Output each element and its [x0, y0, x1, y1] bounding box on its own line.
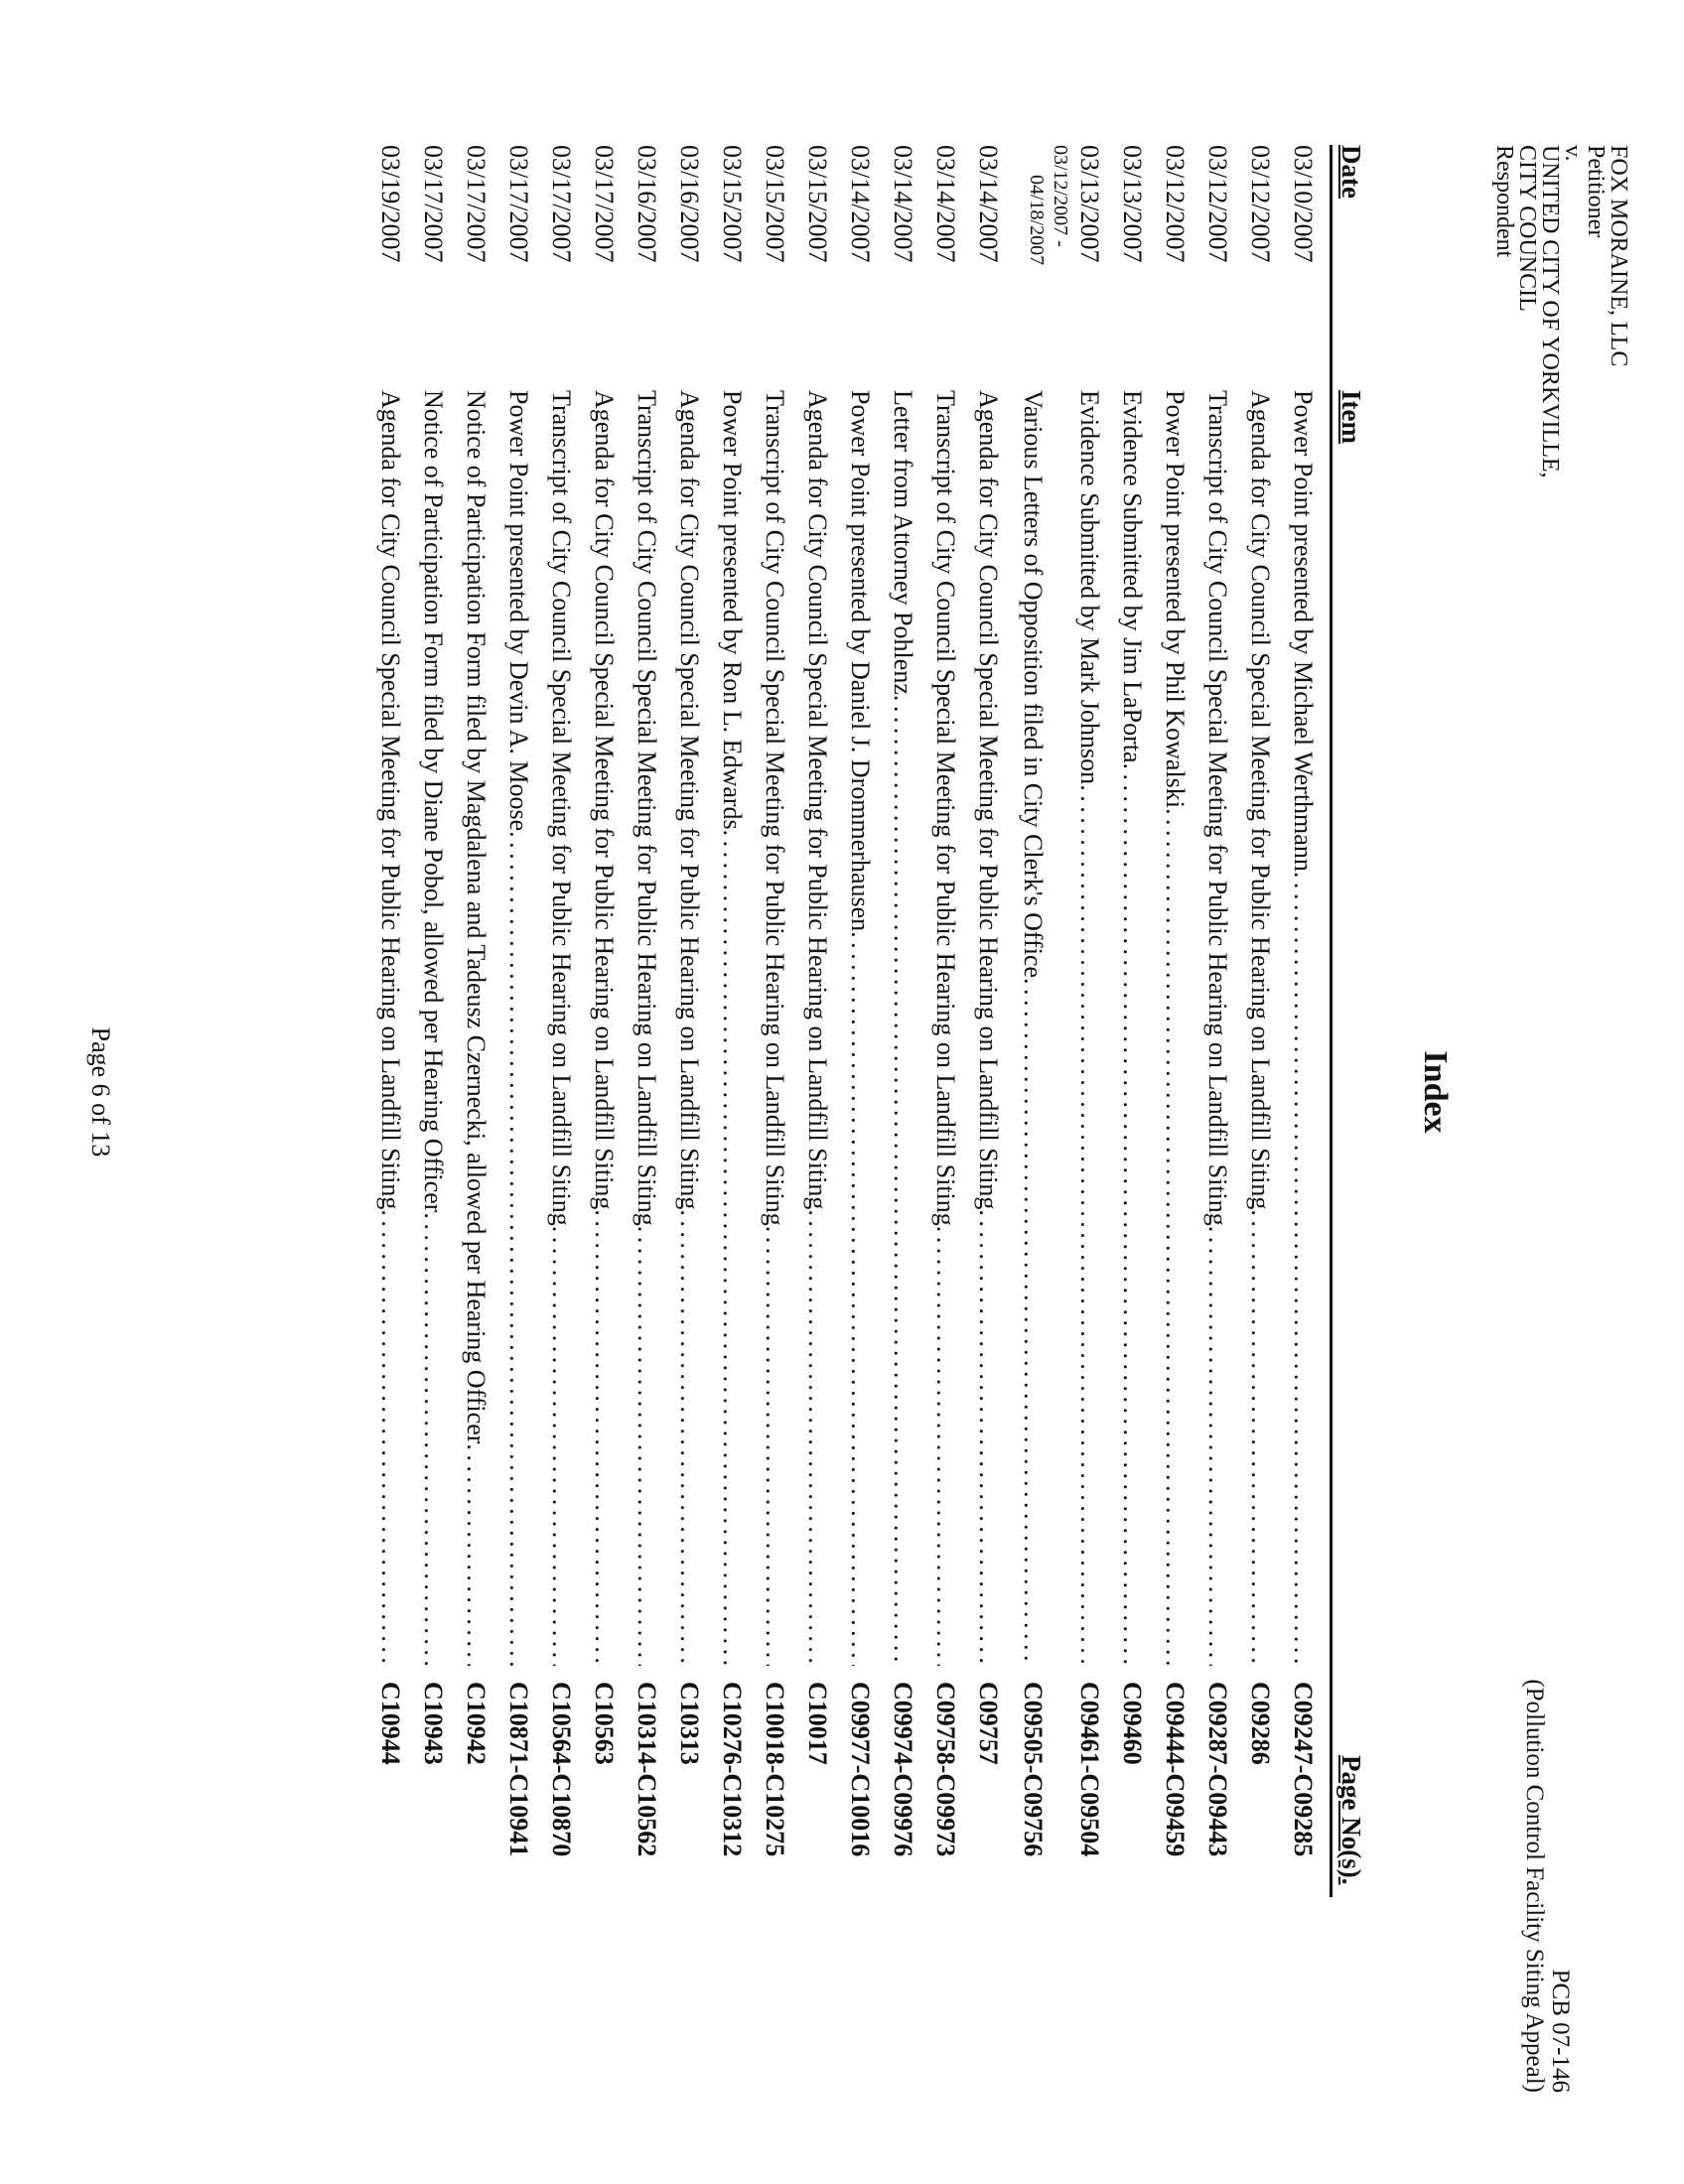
row-item-text: Power Point presented by Daniel J. Drommerhausen [846, 390, 875, 932]
row-date: 03/17/2007 [462, 145, 491, 263]
row-item [1202, 390, 1232, 1666]
table-row [675, 145, 721, 1897]
column-header-item: Item [1336, 390, 1366, 444]
row-page-numbers: C10313 [675, 1682, 704, 1765]
row-page-numbers: C10871-C10941 [504, 1682, 533, 1857]
row-item-text: Transcript of City Council Special Meeting for Public Hearing on Landfill Siting [547, 390, 576, 1226]
dot-leader [589, 1209, 619, 1666]
row-item-text: Letter from Attorney Pohlenz [889, 390, 917, 695]
row-date: 03/12/2007 [1203, 145, 1232, 263]
row-item [375, 390, 405, 1666]
row-page-numbers: C09758-C09973 [931, 1682, 960, 1857]
page-number: Page 6 of 13 [86, 1026, 115, 1158]
case-type: (Pollution Control Facility Siting Appeal) [1521, 1679, 1548, 2093]
dot-leader [1018, 978, 1048, 1666]
row-page-numbers: C09444-C09459 [1161, 1682, 1190, 1857]
column-header-date: Date [1336, 145, 1366, 199]
row-date: 03/17/2007 [504, 145, 533, 263]
table-row [761, 145, 806, 1897]
row-date: 03/14/2007 [889, 145, 917, 263]
row-item [589, 390, 619, 1666]
table-row [1246, 145, 1292, 1897]
row-item [632, 390, 661, 1666]
row-item [1160, 390, 1190, 1666]
case-number-block [1521, 1679, 1573, 2093]
row-item-text: Agenda for City Council Special Meeting for Public Hearing on Landfill Siting [590, 390, 619, 1210]
row-item [546, 390, 576, 1666]
row-item-text: Evidence Submitted by Jim LaPorta [1118, 390, 1147, 763]
row-date: 03/17/2007 [547, 145, 576, 263]
row-date: 03/19/2007 [376, 145, 405, 263]
table-row [1075, 145, 1121, 1897]
row-item-text: Transcript of City Council Special Meeting for Public Hearing on Landfill Siting [761, 390, 789, 1226]
caption-line: Respondent [1491, 145, 1517, 258]
table-row [1020, 145, 1078, 1897]
row-date: 03/15/2007 [718, 145, 747, 263]
row-date-start: 03/12/2007 - [1050, 145, 1071, 247]
table-row [974, 145, 1020, 1897]
table-row [376, 145, 422, 1897]
dot-leader [1288, 872, 1318, 1666]
caption-line: Petitioner [1583, 145, 1609, 238]
index-table [376, 145, 1334, 1897]
case-number: PCB 07-146 [1547, 1969, 1574, 2093]
table-row [632, 145, 678, 1897]
table-row [846, 145, 892, 1897]
table-row [931, 145, 977, 1897]
row-date: 03/12/2007 [1161, 145, 1190, 263]
row-date: 03/17/2007 [590, 145, 619, 263]
column-header-pages: Page No(s). [1336, 1755, 1366, 1885]
row-item-text: Evidence Submitted by Mark Johnson [1075, 390, 1104, 785]
dot-leader [930, 1226, 960, 1666]
row-date: 03/10/2007 [1289, 145, 1318, 263]
row-item [802, 390, 832, 1666]
dot-leader [1160, 808, 1190, 1666]
dot-leader [717, 830, 747, 1666]
row-item [930, 390, 960, 1666]
row-item-text: Agenda for City Council Special Meeting for Public Hearing on Landfill Siting [675, 390, 704, 1210]
row-page-numbers: C10563 [590, 1682, 619, 1765]
row-item [973, 390, 1003, 1666]
row-item [845, 390, 875, 1666]
dot-leader [888, 695, 917, 1666]
row-item [1245, 390, 1275, 1666]
row-item [1117, 390, 1147, 1666]
dot-leader [375, 1209, 405, 1666]
row-item-text: Transcript of City Council Special Meeting for Public Hearing on Landfill Siting [632, 390, 661, 1226]
row-date: 03/13/2007 [1118, 145, 1147, 263]
row-date: 03/14/2007 [846, 145, 875, 263]
table-row [590, 145, 635, 1897]
row-item [760, 390, 789, 1666]
row-page-numbers: C10942 [462, 1682, 491, 1765]
dot-leader [802, 1209, 832, 1666]
row-item [1074, 390, 1104, 1666]
row-date: 03/14/2007 [974, 145, 1003, 263]
row-page-numbers: C10276-C10312 [718, 1682, 747, 1857]
row-item-text: Various Letters of Opposition filed in City Clerk's Office [1019, 390, 1048, 978]
table-row [803, 145, 849, 1897]
row-page-numbers: C09974-C09976 [889, 1682, 917, 1857]
dot-leader [418, 1212, 448, 1666]
row-date: 03/16/2007 [632, 145, 661, 263]
table-row [889, 145, 934, 1897]
dot-leader [1117, 763, 1147, 1667]
row-item-text: Power Point presented by Michael Werthmann [1289, 390, 1318, 872]
row-item-text: Transcript of City Council Special Meeting for Public Hearing on Landfill Siting [931, 390, 960, 1226]
row-page-numbers: C09287-C09443 [1203, 1682, 1232, 1857]
table-row [547, 145, 593, 1897]
dot-leader [973, 1209, 1003, 1666]
row-item [418, 390, 448, 1666]
row-item [888, 390, 917, 1666]
case-caption [1492, 145, 1629, 478]
dot-leader [503, 831, 533, 1666]
row-page-numbers: C10314-C10562 [632, 1682, 661, 1857]
table-row [1118, 145, 1164, 1897]
row-item-text: Agenda for City Council Special Meeting for Public Hearing on Landfill Siting [974, 390, 1003, 1210]
dot-leader [1245, 1209, 1275, 1666]
row-page-numbers: C09505-C09756 [1019, 1682, 1048, 1857]
row-page-numbers: C10018-C10275 [761, 1682, 789, 1857]
row-page-numbers: C09460 [1118, 1682, 1147, 1765]
row-page-numbers: C10943 [419, 1682, 448, 1765]
row-item-text: Power Point presented by Devin A. Moose [504, 390, 533, 832]
row-date: 03/15/2007 [803, 145, 832, 263]
row-item [1288, 390, 1318, 1666]
row-date-end: 04/18/2007 [1026, 175, 1048, 266]
dot-leader [632, 1226, 661, 1666]
row-date: 03/14/2007 [931, 145, 960, 263]
table-row [718, 145, 764, 1897]
row-item-text: Notice of Participation Form filed by Diane Pobol, allowed per Hearing Officer [419, 390, 448, 1213]
row-date: 03/12/2007 [1246, 145, 1275, 263]
row-item-text: Agenda for City Council Special Meeting for Public Hearing on Landfill Siting [376, 390, 405, 1210]
row-page-numbers: C09977-C10016 [846, 1682, 875, 1857]
row-item-text: Power Point presented by Phil Kowalski [1161, 390, 1190, 809]
table-row [462, 145, 507, 1897]
row-item [503, 390, 533, 1666]
row-item [717, 390, 747, 1666]
dot-leader [1202, 1226, 1232, 1666]
table-row [1289, 145, 1334, 1897]
row-date-range [1025, 145, 1072, 294]
dot-leader [674, 1209, 704, 1666]
row-page-numbers: C10564-C10870 [547, 1682, 576, 1857]
dot-leader [845, 931, 875, 1666]
table-row [419, 145, 465, 1897]
row-item [674, 390, 704, 1666]
row-page-numbers: C10944 [376, 1682, 405, 1765]
row-page-numbers: C09757 [974, 1682, 1003, 1765]
row-date: 03/17/2007 [419, 145, 448, 263]
caption-line: v. [1560, 145, 1586, 162]
dot-leader [461, 1443, 491, 1666]
dot-leader [1074, 784, 1104, 1666]
row-page-numbers: C09286 [1246, 1682, 1275, 1765]
table-row [504, 145, 550, 1897]
row-item-text: Notice of Participation Form filed by Magdalena and Tadeusz Czernecki, allowed per Hearing Officer [462, 390, 491, 1444]
row-item-text: Agenda for City Council Special Meeting for Public Hearing on Landfill Siting [1246, 390, 1275, 1210]
table-row [1203, 145, 1249, 1897]
page-title: Index [1417, 1050, 1454, 1134]
row-date: 03/16/2007 [675, 145, 704, 263]
row-item-text: Agenda for City Council Special Meeting for Public Hearing on Landfill Siting [803, 390, 832, 1210]
caption-line: CITY COUNCIL [1514, 145, 1540, 312]
row-date: 03/13/2007 [1075, 145, 1104, 263]
row-page-numbers: C09247-C09285 [1289, 1682, 1318, 1857]
caption-line: UNITED CITY OF YORKVILLE, [1537, 145, 1563, 478]
row-page-numbers: C09461-C09504 [1075, 1682, 1104, 1857]
row-item [461, 390, 491, 1666]
table-row [1161, 145, 1206, 1897]
caption-line: FOX MORAINE, LLC [1606, 145, 1631, 367]
row-page-numbers: C10017 [803, 1682, 832, 1765]
row-item-text: Transcript of City Council Special Meeting for Public Hearing on Landfill Siting [1203, 390, 1232, 1226]
row-item-text: Power Point presented by Ron L. Edwards [718, 390, 747, 830]
row-item [1018, 390, 1048, 1666]
dot-leader [546, 1226, 576, 1666]
row-date: 03/15/2007 [761, 145, 789, 263]
dot-leader [760, 1226, 789, 1666]
